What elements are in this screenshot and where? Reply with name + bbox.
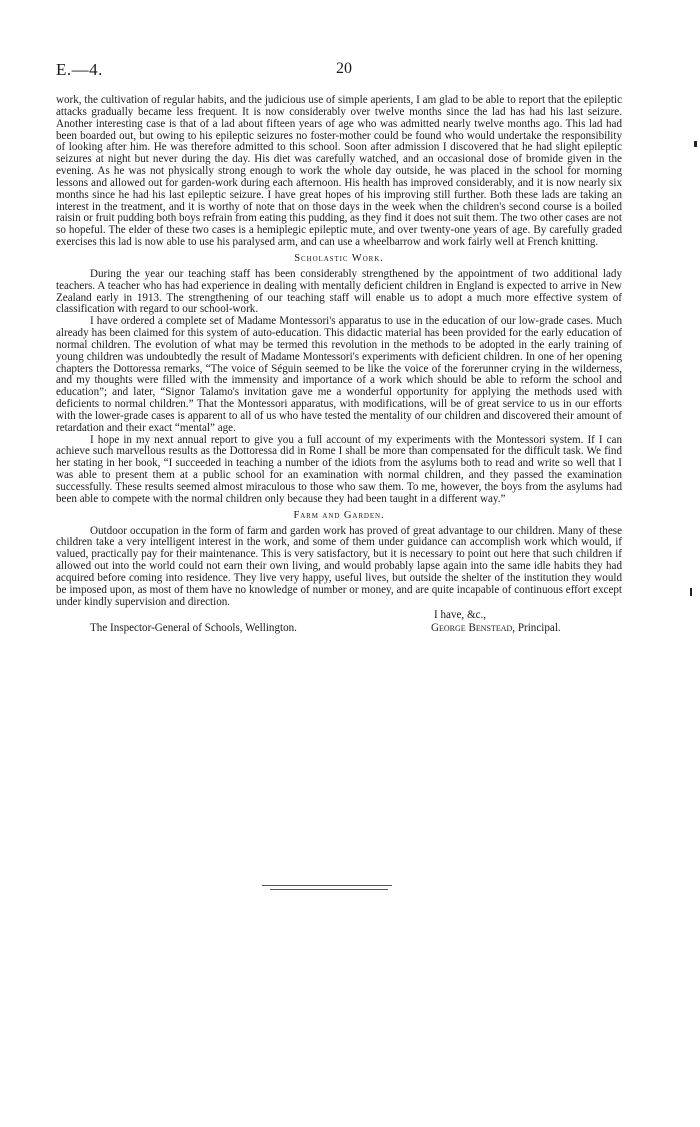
paragraph-scholastic-2: I have ordered a complete set of Madame Montessori's apparatus to use in the education of our low-grade cases. Much already has been claimed for this system of auto-education. This didactic material has been provided for the early education of normal children. The evolution of what may be termed this revolution in the methods to be adopted in the early training of young children was undoubtedly the result of Madame Montessori's experiments with deficient children. In one of her opening chapters the Dottoressa remarks, “The voice of Séguin seemed to be like the voice of the forerunner crying in the wilderness, and my thoughts were filled with the immensity and importance of a work which should be able to reform the school and education”; and later, “Signor Talamo's invitation gave me a wonderful opportunity for applying the methods used with deficients to normal children.” That the Montessori apparatus, with modifications, will be of great service to us in our efforts with the lower-grade cases is apparent to all of us who have tested the mentality of our children and discovered their amount of retardation and their exact “mental” age.	[56, 315, 622, 434]
scan-margin-mark	[694, 141, 697, 147]
page-header	[56, 60, 646, 82]
signature-line	[431, 623, 561, 635]
closing-line: I have, &c.,	[434, 609, 487, 622]
section-heading-farm-and-garden: Farm and Garden.	[293, 509, 385, 521]
addressee-line: The Inspector-General of Schools, Wellington.	[90, 622, 297, 635]
paragraph-scholastic-1: During the year our teaching staff has been considerably strengthened by the appointment of two additional lady teachers. A teacher who has had experience in dealing with mentally deficient children in England is expected to arrive in New Zealand early in 1913. The strengthening of our teaching staff will enable us to adopt a much more effective system of classification with regard to our school-work.	[56, 267, 622, 316]
section-heading-scholastic-work: Scholastic Work.	[294, 252, 384, 264]
signature-title: , Principal.	[512, 622, 561, 635]
document-body	[56, 95, 622, 638]
scan-margin-mark	[690, 588, 692, 596]
closing-rule-upper	[262, 885, 392, 886]
signoff-block	[56, 610, 622, 638]
paragraph-scholastic-3: I hope in my next annual report to give you a full account of my experiments with the Montessori system. If I can achieve such marvellous results as the Dottoressa did in Rome I shall be more than compensated for the difficult task. We find her stating in her book, “I succeeded in teaching a number of the idiots from the asylums both to read and write so well that I was able to present them at a public school for an examination with normal children, and they passed the examination successfully. These results seemed almost miraculous to those who saw them. To me, however, the boys from the asylums had been able to compete with the normal children only because they had been taught in a different way.”	[56, 433, 622, 505]
signature-name: George Benstead	[431, 622, 513, 635]
paragraph-farm: Outdoor occupation in the form of farm and garden work has proved of great advantage to our children. Many of these children take a very intelligent interest in the work, and some of them under guidance can accomplish work which would, if valued, practically pay for their maintenance. This is very satisfactory, but it is necessary to point out here that such children if allowed out into the world could not earn their own living, and would probably lapse again into the same idle habits they had acquired before coming into residence. They live very happy, useful lives, but outside the shelter of the institution they would be imposed upon, as most of them have no knowledge of number or money, and are quite incapable of continuous effort except under kindly supervision and direction.	[56, 524, 622, 608]
paragraph-intro: work, the cultivation of regular habits, and the judicious use of simple aperients, I am glad to be able to report that the epileptic attacks gradually became less frequent. It is now considerably over twelve months since the lad has had his last seizure. Another interesting case is that of a lad about fifteen years of age who was admitted nearly twelve months ago. This lad had been boarded out, but owing to his epileptic seizures no foster-mother could be found who would undertake the responsibility of looking after him. He was therefore admitted to this school. Soon after admission I discovered that he had slight epileptic seizures at night but never during the day. His diet was carefully watched, and an occasional dose of bromide given in the evening. As he was not physically strong enough to work the whole day outside, he was placed in the school for morning lessons and allowed out for garden-work during each afternoon. His health has improved considerably, and it is now nearly six months since he had his last epileptic seizure. I have great hopes of his improving still further. Both these lads are taking an interest in the treatment, and it is worthy of note that on those days in the week when the children's second course is a boiled raisin or fruit pudding both boys refrain from eating this pudding, as they find it does not suit them. The two other cases are not so hopeful. The elder of these two cases is a hemiplegic epileptic mute, and over twenty-one years of age. By carefully graded exercises this lad is now able to use his paralysed arm, and can use a wheelbarrow and work fairly well at French knitting.	[56, 94, 622, 249]
page-number: 20	[336, 60, 352, 77]
document-reference: E.—4.	[56, 60, 103, 79]
closing-rule-lower	[270, 889, 388, 890]
